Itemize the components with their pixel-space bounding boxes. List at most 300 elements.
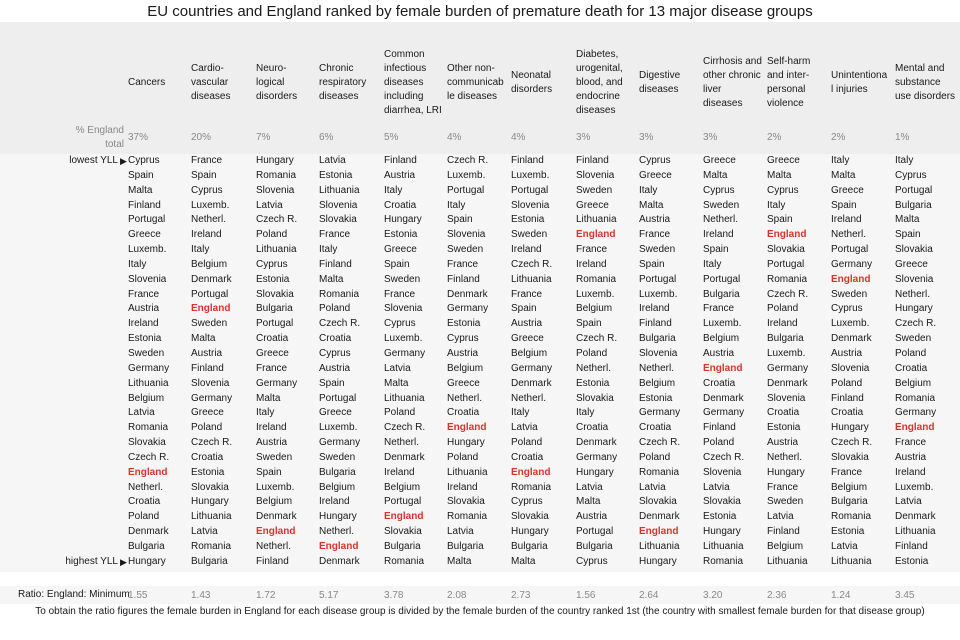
country-cell: Bulgaria (319, 466, 356, 478)
ranking-column (576, 154, 617, 570)
country-cell: Greece (767, 155, 800, 166)
country-cell: Finland (511, 155, 544, 166)
highest-arrow-icon: ▶ (120, 557, 127, 567)
country-cell: Austria (831, 347, 863, 359)
country-cell: Sweden (191, 318, 228, 330)
country-cell: Finland (767, 526, 800, 538)
country-cell: Hungary (511, 526, 549, 538)
england-highlight-cell: England (384, 511, 424, 523)
country-cell: Lithuania (576, 214, 617, 226)
country-cell: Italy (639, 184, 658, 196)
country-cell: Czech R. (703, 451, 745, 463)
country-cell: Spain (576, 318, 602, 330)
ratio-value: 2.64 (639, 590, 659, 601)
country-cell: Hungary (447, 437, 485, 449)
country-cell: Poland (319, 303, 351, 315)
england-highlight-cell: England (256, 526, 296, 538)
country-cell: Latvia (576, 481, 603, 493)
country-cell: Slovenia (447, 229, 486, 241)
country-cell: Bulgaria (447, 540, 484, 552)
country-cell: Romania (256, 169, 297, 181)
country-cell: Sweden (511, 229, 548, 241)
country-cell: Croatia (831, 407, 864, 419)
country-cell: Netherl. (447, 392, 483, 404)
country-cell: Luxemb. (767, 347, 806, 359)
country-cell: Denmark (511, 377, 552, 389)
country-cell: Hungary (319, 511, 357, 523)
england-highlight-cell: England (703, 362, 743, 374)
country-cell: Bulgaria (703, 288, 740, 300)
ratio-value: 1.55 (128, 590, 148, 601)
country-cell: Slovenia (384, 303, 423, 315)
country-cell: Estonia (511, 214, 545, 226)
country-cell: Malta (767, 169, 792, 181)
country-cell: Finland (895, 540, 928, 552)
column-header: Other non- communicab le diseases (447, 63, 504, 102)
country-cell: Belgium (384, 481, 421, 493)
country-cell: Sweden (384, 273, 421, 285)
country-cell: Bulgaria (895, 199, 932, 211)
country-cell: Spain (256, 466, 282, 478)
country-cell: Romania (831, 511, 872, 523)
country-cell: Austria (703, 347, 735, 359)
country-cell: Poland (831, 377, 863, 389)
country-cell: Finland (256, 555, 289, 567)
pct-england-value: 1% (895, 132, 910, 143)
country-cell: Greece (831, 184, 864, 196)
country-cell: Romania (576, 273, 617, 285)
country-cell: Germany (639, 407, 681, 419)
country-cell: Cyprus (128, 155, 160, 166)
country-cell: Portugal (576, 526, 614, 538)
country-cell: Latvia (895, 496, 922, 508)
country-cell: Netherl. (831, 229, 867, 241)
country-cell: Italy (703, 258, 722, 270)
country-cell: Greece (703, 155, 736, 166)
country-cell: Croatia (256, 333, 289, 345)
country-cell: Belgium (831, 481, 868, 493)
pct-england-value: 4% (511, 132, 526, 143)
country-cell: Greece (639, 169, 672, 181)
country-cell: Finland (639, 318, 672, 330)
ratio-value: 5.17 (319, 590, 339, 601)
country-cell: Bulgaria (128, 540, 165, 552)
country-cell: Denmark (191, 273, 232, 285)
country-cell: Belgium (256, 496, 293, 508)
country-cell: Slovakia (576, 392, 614, 404)
country-cell: Estonia (895, 555, 929, 567)
country-cell: Portugal (639, 273, 677, 285)
country-cell: Estonia (319, 169, 353, 181)
column-header: Neonatal disorders (511, 70, 553, 95)
country-cell: Portugal (831, 244, 869, 256)
country-cell: Spain (511, 303, 537, 315)
country-cell: Estonia (703, 511, 737, 523)
country-cell: Estonia (767, 422, 801, 434)
country-cell: Slovenia (703, 466, 742, 478)
ranking-column (767, 154, 808, 570)
country-cell: Slovakia (319, 214, 357, 226)
column-header: Cancers (128, 77, 166, 88)
country-cell: Sweden (895, 333, 932, 345)
country-cell: Luxemb. (128, 244, 167, 256)
country-cell: Finland (319, 258, 352, 270)
country-cell: Germany (384, 347, 426, 359)
country-cell: Slovenia (256, 184, 295, 196)
country-cell: Spain (767, 214, 793, 226)
country-cell: Luxemb. (256, 481, 295, 493)
country-cell: Latvia (703, 481, 730, 493)
country-cell: Bulgaria (384, 540, 421, 552)
country-cell: France (256, 362, 288, 374)
country-cell: Germany (703, 407, 745, 419)
country-cell: Romania (128, 422, 169, 434)
country-cell: Italy (511, 407, 530, 419)
country-cell: Czech R. (639, 437, 681, 449)
country-cell: Croatia (447, 407, 480, 419)
country-cell: Greece (576, 199, 609, 211)
country-cell: Ireland (319, 496, 350, 508)
country-cell: Denmark (831, 333, 872, 345)
country-cell: Latvia (128, 407, 155, 419)
country-cell: France (703, 303, 735, 315)
country-cell: France (191, 155, 223, 166)
country-cell: Finland (576, 155, 609, 166)
england-highlight-cell: England (767, 229, 807, 241)
country-cell: Ireland (831, 214, 862, 226)
country-cell: Spain (703, 244, 729, 256)
column-header: Cardio- vascular diseases (191, 63, 231, 102)
country-cell: Spain (639, 258, 665, 270)
country-cell: Netherl. (128, 481, 164, 493)
ranking-column (703, 154, 744, 570)
country-cell: France (384, 288, 416, 300)
country-cell: Germany (576, 451, 618, 463)
country-cell: Luxemb. (831, 318, 870, 330)
column-header: Cirrhosis and other chronic liver diseases (703, 56, 762, 109)
country-cell: Luxemb. (576, 288, 615, 300)
country-cell: Lithuania (511, 273, 552, 285)
country-cell: Hungary (639, 555, 677, 567)
country-cell: Denmark (895, 511, 936, 523)
country-cell: Belgium (767, 540, 804, 552)
country-cell: Cyprus (447, 333, 479, 345)
country-cell: Slovenia (831, 362, 870, 374)
country-cell: Croatia (639, 422, 672, 434)
highest-yll-label: highest YLL (65, 556, 118, 567)
country-cell: Denmark (447, 288, 488, 300)
country-cell: Slovakia (767, 244, 805, 256)
country-cell: Italy (767, 199, 786, 211)
england-highlight-cell: England (191, 303, 231, 315)
country-cell: Croatia (895, 362, 928, 374)
country-cell: Austria (447, 347, 479, 359)
country-cell: Austria (639, 214, 671, 226)
country-cell: Netherl. (384, 437, 420, 449)
country-cell: Slovakia (384, 526, 422, 538)
country-cell: Malta (384, 377, 409, 389)
country-cell: Belgium (128, 392, 165, 404)
country-cell: Estonia (128, 333, 162, 345)
country-cell: Austria (576, 511, 608, 523)
pct-england-value: 3% (576, 132, 591, 143)
country-cell: Ireland (895, 466, 926, 478)
country-cell: Spain (128, 169, 154, 181)
country-cell: Cyprus (511, 496, 543, 508)
country-cell: Hungary (703, 526, 741, 538)
country-cell: Cyprus (639, 155, 671, 166)
country-cell: Netherl. (767, 451, 803, 463)
country-cell: France (895, 437, 927, 449)
country-cell: France (511, 288, 543, 300)
country-cell: Latvia (447, 526, 474, 538)
lowest-yll-label: lowest YLL (69, 155, 118, 166)
country-cell: Hungary (128, 555, 166, 567)
england-highlight-cell: England (895, 422, 935, 434)
country-cell: Croatia (384, 199, 417, 211)
england-highlight-cell: England (319, 540, 359, 552)
country-cell: Czech R. (191, 437, 233, 449)
country-cell: Cyprus (319, 347, 351, 359)
country-cell: Poland (639, 451, 671, 463)
ranking-column (191, 154, 232, 570)
country-cell: Germany (128, 362, 170, 374)
country-cell: Latvia (639, 481, 666, 493)
country-cell: Portugal (128, 214, 166, 226)
country-cell: Bulgaria (576, 540, 613, 552)
ratio-value: 1.24 (831, 590, 851, 601)
country-cell: Poland (191, 422, 223, 434)
country-cell: Croatia (767, 407, 800, 419)
ranking-column (831, 154, 872, 570)
country-cell: Belgium (576, 303, 613, 315)
country-cell: Netherl. (576, 362, 612, 374)
country-cell: Czech R. (447, 155, 489, 166)
country-cell: Finland (447, 273, 480, 285)
country-cell: Italy (384, 184, 403, 196)
country-cell: Finland (384, 155, 417, 166)
country-cell: Spain (447, 214, 473, 226)
country-cell: Greece (191, 407, 224, 419)
country-cell: Ireland (703, 229, 734, 241)
country-cell: Estonia (384, 229, 418, 241)
country-cell: Czech R. (831, 437, 873, 449)
ratio-value: 1.56 (576, 590, 596, 601)
country-cell: Portugal (319, 392, 357, 404)
country-cell: Malta (191, 333, 216, 345)
country-cell: Poland (128, 511, 160, 523)
country-cell: Denmark (256, 511, 297, 523)
country-cell: Lithuania (703, 540, 744, 552)
country-cell: Lithuania (128, 377, 169, 389)
country-cell: Romania (447, 511, 488, 523)
country-cell: Spain (319, 377, 345, 389)
country-cell: Cyprus (191, 184, 223, 196)
country-cell: Denmark (767, 377, 808, 389)
country-cell: Croatia (703, 377, 736, 389)
country-cell: Belgium (191, 258, 228, 270)
country-cell: Czech R. (319, 318, 361, 330)
country-cell: Slovakia (639, 496, 677, 508)
country-cell: Netherl. (895, 288, 931, 300)
country-cell: Austria (191, 347, 223, 359)
country-cell: France (128, 288, 160, 300)
country-cell: Italy (895, 155, 914, 166)
england-highlight-cell: England (639, 526, 679, 538)
country-cell: Lithuania (895, 526, 936, 538)
country-cell: Portugal (447, 184, 485, 196)
country-cell: Ireland (191, 229, 222, 241)
country-cell: Netherl. (256, 540, 292, 552)
country-cell: Ireland (511, 244, 542, 256)
country-cell: Netherl. (703, 214, 739, 226)
country-cell: Portugal (703, 273, 741, 285)
country-cell: Czech R. (128, 451, 170, 463)
ratio-value: 3.20 (703, 590, 723, 601)
country-cell: Malta (831, 169, 856, 181)
country-cell: Croatia (191, 451, 224, 463)
country-cell: Germany (319, 437, 361, 449)
country-cell: Germany (895, 407, 937, 419)
country-cell: Luxemb. (511, 169, 550, 181)
country-cell: Austria (384, 169, 416, 181)
country-cell: Ireland (767, 318, 798, 330)
pct-england-value: 3% (703, 132, 718, 143)
country-cell: Poland (384, 407, 416, 419)
country-cell: France (767, 481, 799, 493)
country-cell: Romania (511, 481, 552, 493)
country-cell: Cyprus (767, 184, 799, 196)
country-cell: Italy (576, 407, 595, 419)
country-cell: Romania (895, 392, 936, 404)
country-cell: Greece (895, 258, 928, 270)
ranking-column (128, 154, 169, 570)
country-cell: Greece (256, 347, 289, 359)
footnote: To obtain the ratio figures the female burden in England for each disease group is divided by the female burden of the country ranked 1st (the country with smallest female burden for that disease group) (35, 606, 925, 617)
country-cell: Austria (256, 437, 288, 449)
country-cell: Poland (576, 347, 608, 359)
country-cell: Portugal (384, 496, 422, 508)
country-cell: Slovenia (128, 273, 167, 285)
country-cell: Italy (128, 258, 147, 270)
country-cell: Latvia (767, 511, 794, 523)
country-cell: Netherl. (319, 526, 355, 538)
country-cell: France (319, 229, 351, 241)
country-cell: Ireland (256, 422, 287, 434)
country-cell: Italy (191, 244, 210, 256)
country-cell: Austria (767, 437, 799, 449)
country-cell: France (639, 229, 671, 241)
country-cell: Hungary (831, 422, 869, 434)
country-cell: Austria (895, 451, 927, 463)
country-cell: Estonia (447, 318, 481, 330)
country-cell: Italy (319, 244, 338, 256)
country-cell: Bulgaria (256, 303, 293, 315)
country-cell: Hungary (576, 466, 614, 478)
ranking-column (511, 154, 552, 570)
country-cell: Slovenia (767, 392, 806, 404)
country-cell: Denmark (703, 392, 744, 404)
country-cell: Croatia (511, 451, 544, 463)
country-cell: Lithuania (191, 511, 232, 523)
country-cell: Malta (895, 214, 920, 226)
country-cell: Slovakia (703, 496, 741, 508)
country-cell: Bulgaria (511, 540, 548, 552)
country-cell: Sweden (831, 288, 868, 300)
country-cell: Hungary (256, 155, 294, 166)
country-cell: Romania (319, 288, 360, 300)
country-cell: Greece (511, 333, 544, 345)
country-cell: Czech R. (511, 258, 553, 270)
country-cell: Slovenia (511, 199, 550, 211)
country-cell: Belgium (895, 377, 932, 389)
country-cell: Bulgaria (191, 555, 228, 567)
country-cell: Hungary (767, 466, 805, 478)
country-cell: Spain (191, 169, 217, 181)
country-cell: Bulgaria (767, 333, 804, 345)
country-cell: Bulgaria (831, 496, 868, 508)
country-cell: Czech R. (576, 333, 618, 345)
country-cell: Malta (256, 392, 281, 404)
country-cell: Poland (703, 437, 735, 449)
country-cell: Sweden (576, 184, 613, 196)
ranking-column (319, 154, 360, 570)
country-cell: Ireland (639, 303, 670, 315)
country-cell: Slovakia (447, 496, 485, 508)
country-cell: Croatia (319, 333, 352, 345)
country-cell: Slovakia (191, 481, 229, 493)
column-header: Unintentiona l injuries (831, 70, 888, 95)
country-cell: Belgium (511, 347, 548, 359)
country-cell: Cyprus (576, 555, 608, 567)
country-cell: Lithuania (831, 555, 872, 567)
country-cell: Ireland (128, 318, 159, 330)
country-cell: Germany (831, 258, 873, 270)
country-cell: Poland (447, 451, 479, 463)
country-cell: Slovakia (831, 451, 869, 463)
country-cell: Latvia (511, 422, 538, 434)
england-highlight-cell: England (511, 466, 551, 478)
country-cell: Belgium (703, 333, 740, 345)
country-cell: Luxemb. (319, 422, 358, 434)
country-cell: Slovenia (191, 377, 230, 389)
pct-england-value: 20% (191, 132, 212, 143)
country-cell: Portugal (511, 184, 549, 196)
country-cell: Latvia (256, 199, 283, 211)
country-cell: Romania (191, 540, 232, 552)
country-cell: Slovakia (895, 244, 933, 256)
country-cell: Romania (767, 273, 808, 285)
country-cell: Estonia (256, 273, 290, 285)
country-cell: Finland (128, 199, 161, 211)
country-cell: Luxemb. (703, 318, 742, 330)
country-cell: Czech R. (767, 288, 809, 300)
country-cell: Estonia (831, 526, 865, 538)
country-cell: Germany (447, 303, 489, 315)
country-cell: Czech R. (384, 422, 426, 434)
country-cell: Slovakia (511, 511, 549, 523)
country-cell: Austria (511, 318, 543, 330)
country-cell: Germany (511, 362, 553, 374)
country-cell: Latvia (831, 540, 858, 552)
country-cell: Netherl. (191, 214, 227, 226)
pct-england-value: 5% (384, 132, 399, 143)
country-cell: Portugal (767, 258, 805, 270)
ratio-value: 2.08 (447, 590, 467, 601)
country-cell: Latvia (384, 362, 411, 374)
england-highlight-cell: England (576, 229, 616, 241)
country-cell: Denmark (639, 511, 680, 523)
